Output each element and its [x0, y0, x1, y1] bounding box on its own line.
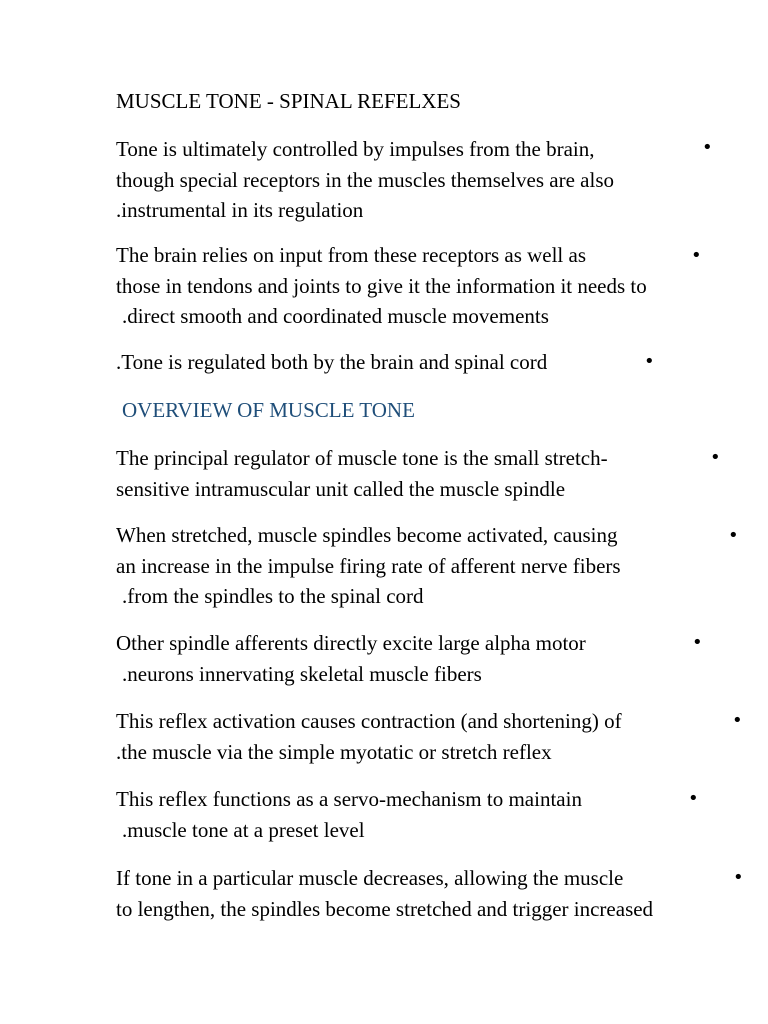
- paragraph-line: .Tone is regulated both by the brain and spinal cord: [116, 350, 548, 374]
- paragraph-line: Tone is ultimately controlled by impulses from the brain,: [116, 137, 595, 161]
- paragraph: [116, 520, 621, 612]
- bullet-icon: •: [702, 137, 713, 158]
- paragraph: [116, 706, 622, 767]
- bullet-icon: •: [692, 632, 703, 653]
- bullet-icon: •: [644, 351, 655, 372]
- bullet-icon: •: [691, 245, 702, 266]
- bullet-icon: •: [710, 447, 721, 468]
- paragraph-line: If tone in a particular muscle decreases, allowing the muscle: [116, 866, 624, 890]
- paragraph-line: .muscle tone at a preset level: [122, 817, 365, 842]
- paragraph-line: Other spindle afferents directly excite large alpha motor: [116, 631, 586, 655]
- paragraph-line: those in tendons and joints to give it the information it needs to: [116, 273, 647, 298]
- paragraph-line: though special receptors in the muscles themselves are also: [116, 167, 615, 192]
- paragraph: [116, 347, 547, 378]
- paragraph-line: This reflex activation causes contraction (and shortening) of: [116, 709, 622, 733]
- paragraph-line: sensitive intramuscular unit called the muscle spindle: [116, 476, 566, 501]
- bullet-icon: •: [688, 788, 699, 809]
- paragraph: [116, 628, 586, 689]
- paragraph: [116, 443, 608, 504]
- paragraph-line: .direct smooth and coordinated muscle movements: [122, 304, 549, 328]
- paragraph: [116, 134, 614, 226]
- paragraph-line: .neurons innervating skeletal muscle fibers: [122, 661, 482, 686]
- paragraph: [116, 784, 582, 845]
- paragraph-line: .the muscle via the simple myotatic or stretch reflex: [116, 739, 552, 764]
- section-heading: OVERVIEW OF MUSCLE TONE: [122, 398, 415, 422]
- paragraph-line: .instrumental in its regulation: [116, 198, 364, 222]
- paragraph-line: The brain relies on input from these receptors as well as: [116, 243, 587, 267]
- paragraph-line: This reflex functions as a servo-mechanism to maintain: [116, 787, 582, 811]
- paragraph-line: to lengthen, the spindles become stretched and trigger increased: [116, 896, 654, 921]
- paragraph-line: When stretched, muscle spindles become activated, causing: [116, 523, 618, 547]
- document-title: MUSCLE TONE - SPINAL REFELXES: [116, 89, 461, 113]
- bullet-icon: •: [728, 525, 739, 546]
- paragraph: [116, 863, 653, 924]
- bullet-icon: •: [732, 710, 743, 731]
- paragraph: [116, 240, 647, 332]
- paragraph-line: an increase in the impulse firing rate of afferent nerve fibers: [116, 553, 621, 578]
- paragraph-line: The principal regulator of muscle tone is the small stretch-: [116, 446, 608, 470]
- bullet-icon: •: [733, 867, 744, 888]
- paragraph-line: .from the spindles to the spinal cord: [122, 584, 424, 608]
